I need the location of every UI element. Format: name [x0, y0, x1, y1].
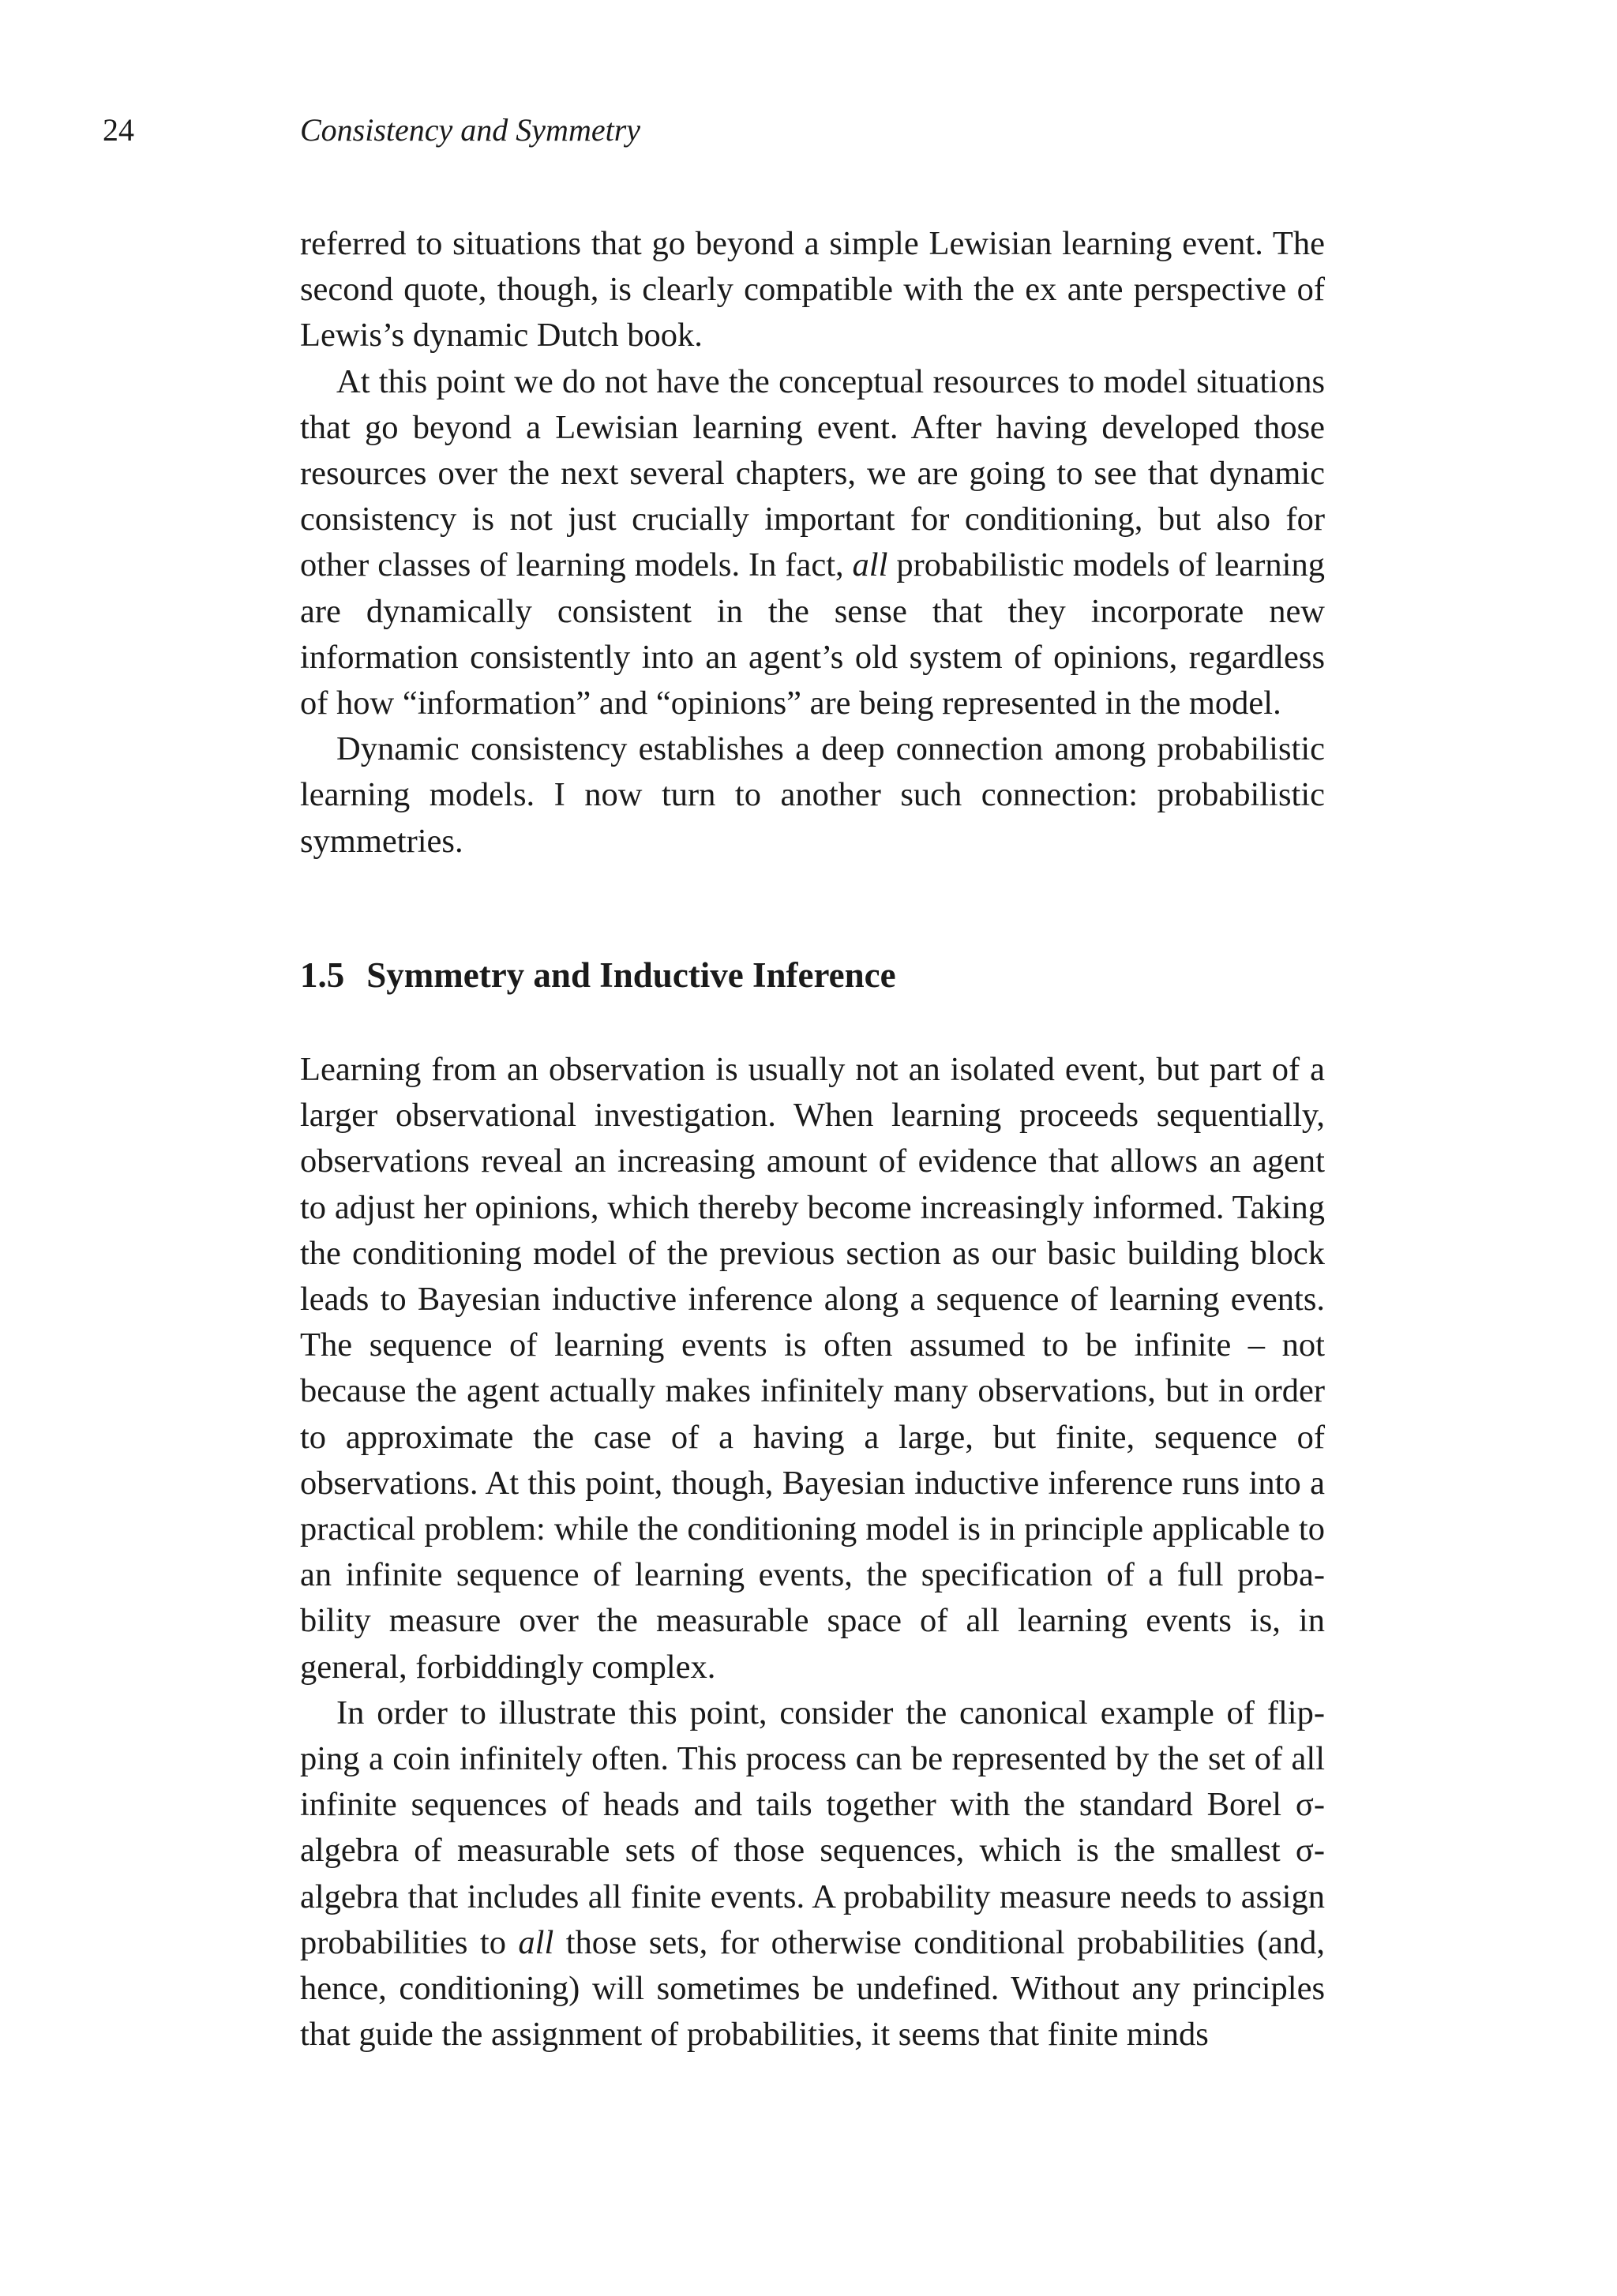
- text-block-section: [300, 1047, 1325, 2058]
- text-block-top: [300, 221, 1325, 865]
- running-title: Consistency and Symmetry: [300, 112, 641, 148]
- paragraph-text: those sets, for otherwise conditional probabilities (and, hence, conditioning) will sometimes be undefined. Without any principles that guide the assignment of probabilities, it seems that finite minds: [300, 1923, 1325, 2054]
- paragraph-conceptual-resources: [300, 359, 1325, 727]
- emphasis-text: all: [518, 1923, 554, 1961]
- section-number: 1.5: [300, 955, 345, 995]
- section-heading: [300, 951, 1325, 999]
- paragraph-continued: referred to situations that go beyond a simple Lewisian learning event. The second quote, though, is clearly compatible with the ex ante perspective of Lewis’s dynamic Dutch book.: [300, 225, 1325, 355]
- paragraph-text: At this point we do not have the conceptual resources to model situations that go beyond a Lewisian learning event. After having developed those resources over the next several chapters, we are going to see that dynamic consistency is not just crucially important for conditioning, but also for other classes of learning models. In fact,: [300, 362, 1325, 584]
- page-number: 24: [103, 112, 134, 148]
- paragraph-text: probabilistic models of learning are dynamically consistent in the sense that they incorporate new information consistently into an agent’s old system of opinions, regardless of how “information” and “opinions” are being represented in the model.: [300, 546, 1325, 722]
- paragraph-learning-from-observation: Learning from an observation is usually not an isolated event, but part of a larger observational investigation. When learning proceeds sequentially, observations reveal an increasing amount of evidence that allows an agent to adjust her opinions, which thereby become increasingly informed. Taking the conditioning model of the previous section as our basic building block leads to Bayesian inductive inference along a sequence of learning events. The sequence of learning events is often assumed to be infinite – not because the agent actually makes infinitely many observations, but in order to approximate the case of a having a large, but finite, sequence of observations. At this point, though, Bayesian inductive inference runs into a practical problem: while the conditioning model is in principle applicable to an infinite sequence of learning events, the specification of a full probability measure over the measurable space of all learning events is, in general, forbiddingly complex.: [300, 1051, 1325, 1686]
- running-head: [103, 107, 1326, 154]
- paragraph-coin-flipping: [300, 1690, 1325, 2058]
- paragraph-dynamic-consistency: Dynamic consistency establishes a deep connection among probabilistic learning models. I now turn to another such connection: probabilistic symmetries.: [300, 730, 1325, 860]
- paragraph-text: In order to illustrate this point, consider the canonical example of flipping a coin infinitely often. This process can be represented by the set of all infinite sequences of heads and tails together with the standard Borel σ-algebra of measurable sets of those sequences, which is the smallest σ-algebra that includes all finite events. A probability measure needs to assign probabilities to: [300, 1694, 1325, 1961]
- emphasis-text: all: [852, 546, 888, 584]
- section-title: Symmetry and Inductive Inference: [366, 955, 896, 995]
